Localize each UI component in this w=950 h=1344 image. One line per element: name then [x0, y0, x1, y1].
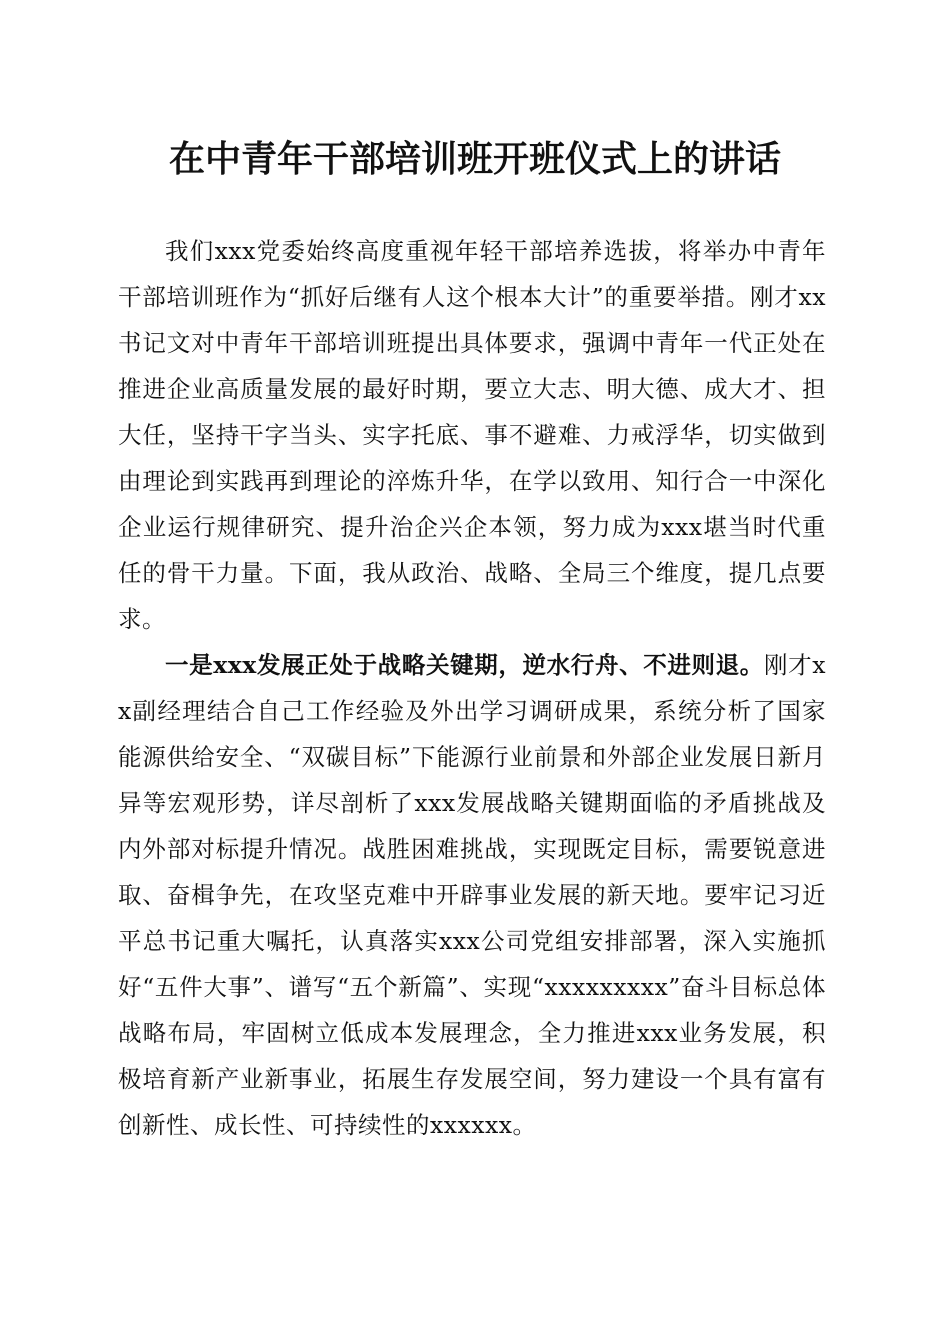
- paragraph-1: [118, 228, 826, 642]
- document-title: 在中青年干部培训班开班仪式上的讲话: [168, 138, 781, 180]
- paragraph-2-text: 刚才xx副经理结合自己工作经验及外出学习调研成果，系统分析了国家能源供给安全、“双碳目标”下能源行业前景和外部企业发展日新月异等宏观形势，详尽剖析了xxx发展战略关键期面临的矛盾挑战及内外部对标提升情况。战胜困难挑战，实现既定目标，需要锐意进取、奋楫争先，在攻坚克难中开辟事业发展的新天地。要牢记习近平总书记重大嘱托，认真落实xxx公司党组安排部署，深入实施抓好“五件大事”、谱写“五个新篇”、实现“xxxxxxxxx”奋斗目标总体战略布局，牢固树立低成本发展理念，全力推进xxx业务发展，积极培育新产业新事业，拓展生存发展空间，努力建设一个具有富有创新性、成长性、可持续性的xxxxxx。: [118, 651, 826, 1139]
- document-body: [118, 228, 826, 1148]
- paragraph-1-text: 我们xxx党委始终高度重视年轻干部培养选拔，将举办中青年干部培训班作为“抓好后继有人这个根本大计”的重要举措。刚才xx书记文对中青年干部培训班提出具体要求，强调中青年一代正处在推进企业高质量发展的最好时期，要立大志、明大德、成大才、担大任，坚持干字当头、实字托底、事不避难、力戒浮华，切实做到由理论到实践再到理论的淬炼升华，在学以致用、知行合一中深化企业运行规律研究、提升治企兴企本领，努力成为xxx堪当时代重任的骨干力量。下面，我从政治、战略、全局三个维度，提几点要求。: [118, 237, 826, 633]
- paragraph-2-lead: 一是xxx发展正处于战略关键期，逆水行舟、不进则退。: [165, 651, 764, 679]
- paragraph-2: [118, 642, 826, 1148]
